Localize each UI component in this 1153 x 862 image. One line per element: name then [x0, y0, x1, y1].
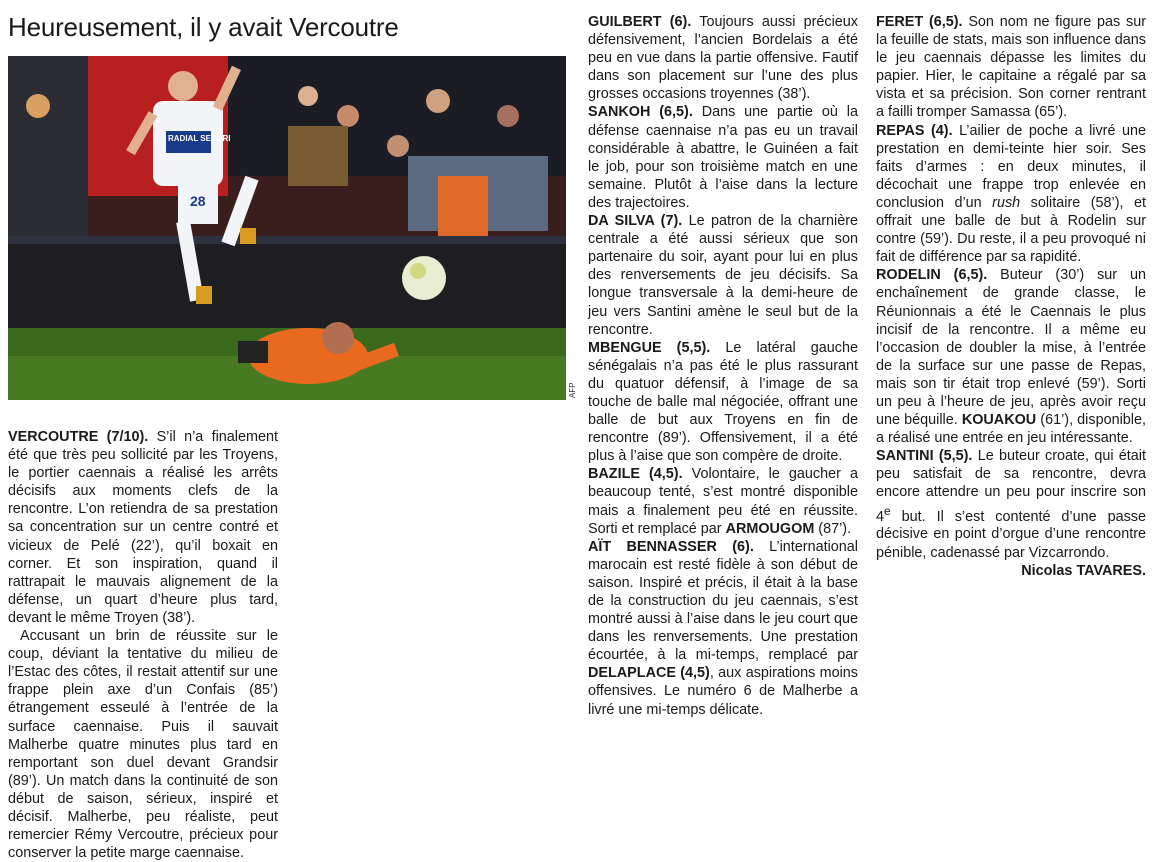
paragraph-bazile: BAZILE (4,5). Volontaire, le gaucher a beaucoup tenté, s’est montré disponible mais a finalement peu été en réussite. Sorti et remplacé par ARMOUGOM (87’).: [588, 466, 858, 537]
jersey-number: 28: [190, 193, 206, 209]
article-column-4: [876, 13, 1146, 580]
paragraph-vercoutre-cont: Accusant un brin de réussite sur le coup, déviant la tentative du milieu de l’Estac des côtes, il restait attentif sur une frappe plein axe d’un Confais (85’) étrangement esseulé à l’entrée de la surface caennaise. Puis il sauvait Malherbe quatre minutes plus tard en remportant son duel devant Grandsir (89’). Un match dans la continuité de son début de saison, sérieux, inspiré et décisif. Malherbe, peu réaliste, peut remercier Rémy Vercoutre, précieux pour conserver la petite marge caennaise.: [8, 628, 278, 862]
photo-credit: AFP: [568, 382, 577, 398]
article-title: Heureusement, il y avait Vercoutre: [8, 12, 399, 42]
ball: [402, 256, 446, 300]
paragraph-mbengue: MBENGUE (5,5). Le latéral gauche sénégalais n’a pas été le plus rassurant du quatuor défensif, à l’image de sa touche de balle mal négociée, offrant une balle de but aux Troyens en fin de rencontre (89’). Offensivement, il a été plus à l’aise que son compère de droite.: [588, 339, 858, 465]
author-signature: Nicolas TAVARES.: [1021, 562, 1146, 579]
paragraph-vercoutre: VERCOUTRE (7/10). S’il n’a finalement été que très peu sollicité par les Troyens, le portier caennais a réalisé les arrêts décisifs aux moments clefs de la rencontre. L’on retiendra de sa prestation sa concentration sur un centre contré et vicieux de Pelé (22’), qu’il boxait en corner. Et son inspiration, quand il rattrapait le mauvais alignement de la défense, un quart d’heure plus tard, devant le même Troyen (38’).: [8, 429, 278, 626]
jersey-sponsor: RADIAL SECURI: [168, 134, 231, 143]
paragraph-da-silva: DA SILVA (7). Le patron de la charnière centrale a été aussi sérieux que son partenaire du soir, ayant pour lui en plus des renversements de jeu décisifs. Sa longue transversale à la demi-heure de jeu vers Santini amène le seul but de la rencontre.: [588, 213, 858, 338]
paragraph-feret: FERET (6,5). Son nom ne figure pas sur la feuille de stats, mais son influence dans le jeu caennais dépasse les limites du papier. Hier, le capitaine a régalé par sa vista et sa précision. Son corner rentrant a failli tromper Samassa (65’).: [876, 14, 1146, 121]
match-photo: [8, 56, 566, 400]
article-column-1: [8, 428, 278, 862]
paragraph-repas: REPAS (4). L’ailier de poche a livré une prestation en demi-teinte hier soir. Ses faits d’armes : en deux minutes, il décochait une frappe trop enlevée en conclusion d’un rush solitaire (58’), et offrait une balle de but à Rodelin sur contre (59’). Du reste, il a peu provoqué ni fait de différence par sa rapidité.: [876, 122, 1146, 266]
paragraph-guilbert: GUILBERT (6). Toujours aussi précieux défensivement, l’ancien Bordelais a été peu en vue dans la partie offensive. Fautif dans son placement sur l’une des plus grosses occasions troyennes (38’).: [588, 14, 858, 103]
article-column-3: [588, 13, 858, 719]
paragraph-ait-bennasser: AÏT BENNASSER (6). L’international marocain est resté fidèle à son début de saison. Inspiré et précis, il était à la base de la construction du jeu caennais, s’est montré aussi à l’aise dans le jeu court que dans les renversements. Une prestation écourtée, à la mi-temps, remplacé par DELAPLACE (4,5), aux aspirations moins offensives. Le numéro 6 de Malherbe a livré une mi-temps délicate.: [588, 538, 858, 718]
paragraph-santini: SANTINI (5,5). Le buteur croate, qui était peu satisfait de sa rencontre, devra encore attendre un peu pour inscrire son 4e but. Il s’est contenté d’une passe décisive en point d’orgue d’une rencontre pénible, cadenassé par Vizcarrondo.: [876, 448, 1146, 561]
paragraph-sankoh: SANKOH (6,5). Dans une partie où la défense caennaise n’a pas eu un travail considérable à abattre, le Guinéen a fait le job, pour son troisième match en une semaine. Plutôt à l’aise dans la lecture des trajectoires.: [588, 104, 858, 211]
paragraph-rodelin: RODELIN (6,5). Buteur (30’) sur un enchaînement de grande classe, le Réunionnais a été le Caennais le plus incisif de la rencontre. Il a même eu l’occasion de doubler la mise, à l’entrée de la surface sur une passe de Repas, mais son tir était trop enlevé (59’). Sorti un peu à l’heure de jeu, après avoir reçu une béquille. KOUAKOU (61’), disponible, a réalisé une entrée en jeu intéressante.: [876, 267, 1147, 447]
